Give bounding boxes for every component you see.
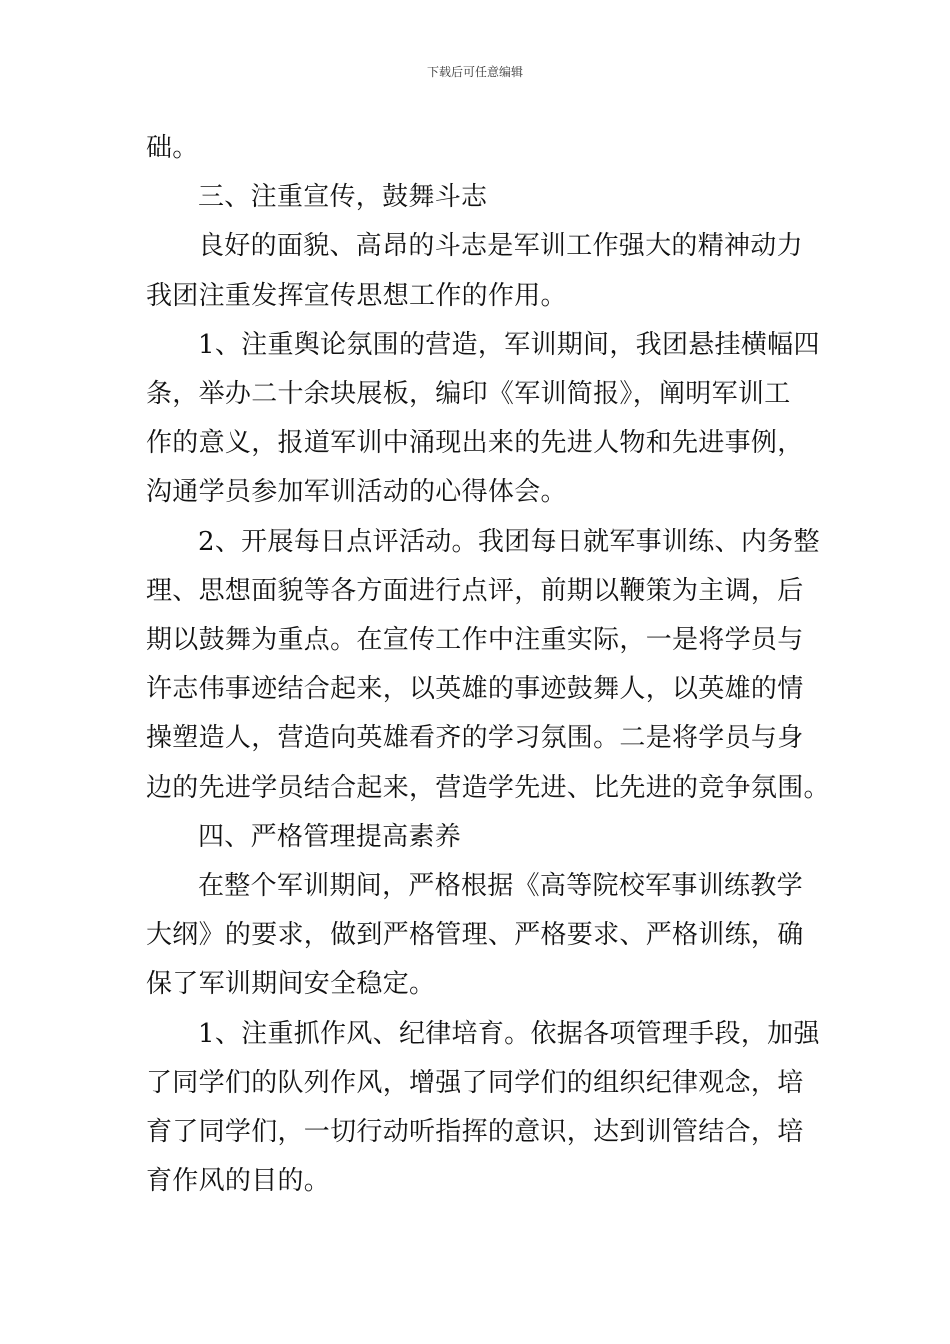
text-line: 了同学们的队列作风，增强了同学们的组织纪律观念，培 (146, 1067, 804, 1098)
text-line: 1、注重抓作风、纪律培育。依据各项管理手段，加强 (198, 1018, 820, 1049)
text-line: 作的意义，报道军训中涌现出来的先进人物和先进事例， (146, 428, 804, 459)
text-line: 大纲》的要求，做到严格管理、严格要求、严格训练，确 (146, 920, 804, 951)
text-line: 操塑造人，营造向英雄看齐的学习氛围。二是将学员与身 (146, 723, 804, 754)
text-line: 2、开展每日点评活动。我团每日就军事训练、内务整 (198, 526, 820, 557)
text-line: 我团注重发挥宣传思想工作的作用。 (146, 280, 567, 311)
text-line: 良好的面貌、高昂的斗志是军训工作强大的精神动力 (198, 231, 803, 262)
text-line: 条，举办二十余块展板，编印《军训简报》，阐明军训工 (146, 379, 791, 410)
text-line: 期以鼓舞为重点。在宣传工作中注重实际，一是将学员与 (146, 625, 804, 656)
text-line: 保了军训期间安全稳定。 (146, 969, 436, 1000)
text-line: 育了同学们，一切行动听指挥的意识，达到训管结合，培 (146, 1117, 804, 1148)
document-body (146, 124, 830, 1206)
text-line: 1、注重舆论氛围的营造，军训期间，我团悬挂横幅四 (198, 329, 820, 360)
text-line: 许志伟事迹结合起来，以英雄的事迹鼓舞人，以英雄的情 (146, 674, 804, 705)
section-heading: 四、严格管理提高素养 (198, 821, 462, 852)
text-line: 边的先进学员结合起来，营造学先进、比先进的竞争氛围。 (146, 772, 830, 803)
text-line: 础。 (146, 133, 199, 163)
text-line: 育作风的目的。 (146, 1166, 331, 1197)
text-line: 理、思想面貌等各方面进行点评，前期以鞭策为主调，后 (146, 575, 804, 606)
text-line: 沟通学员参加军训活动的心得体会。 (146, 477, 567, 508)
page-header: 下载后可任意编辑 (426, 65, 523, 79)
section-heading: 三、注重宣传，鼓舞斗志 (198, 182, 488, 213)
text-line: 在整个军训期间，严格根据《高等院校军事训练教学 (198, 871, 803, 902)
